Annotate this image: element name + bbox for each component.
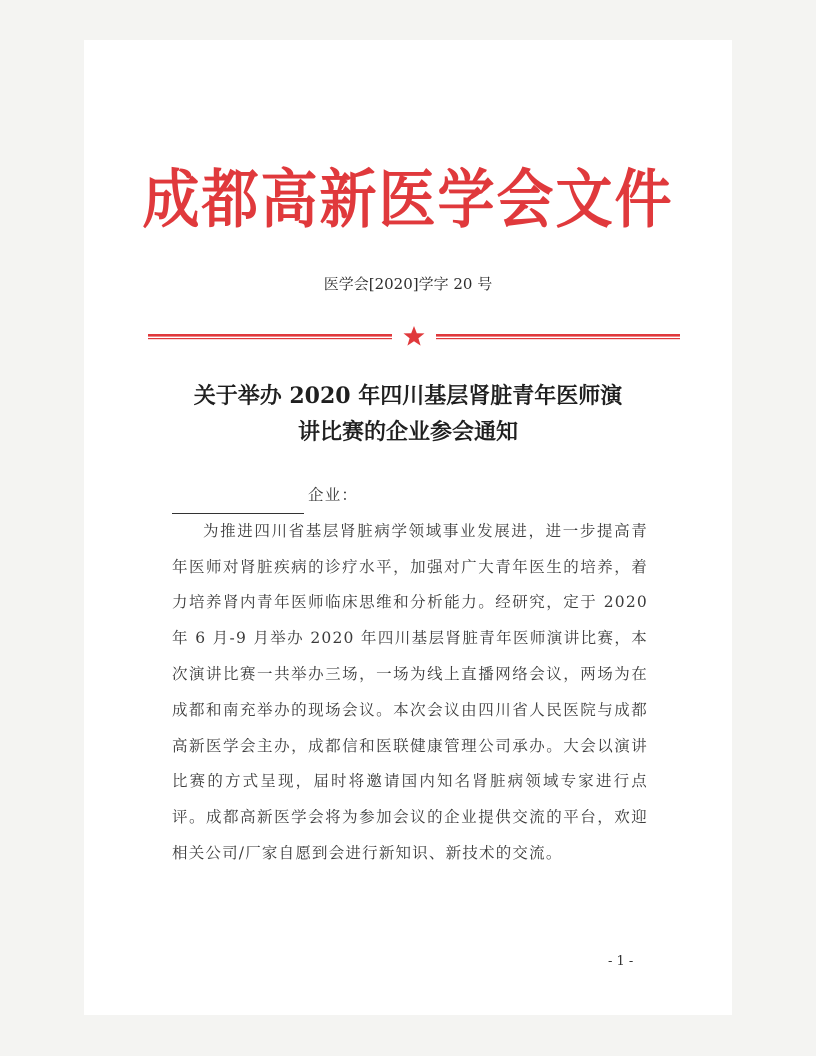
notice-body <box>172 478 648 872</box>
salutation <box>172 478 648 514</box>
body-paragraph: 为推进四川省基层肾脏病学领域事业发展进，进一步提高青年医师对肾脏疾病的诊疗水平，加强对广大青年医生的培养，着力培养肾内青年医师临床思维和分析能力。经研究，定于 2020 年 6 月-9 月举办 2020 年四川基层肾脏青年医师演讲比赛，本次演讲比赛一共举办三场，一场为线上直播网络会议，两场为在成都和南充举办的现场会议。本次会议由四川省人民医院与成都高新医学会主办，成都信和医联健康管理公司承办。大会以演讲比赛的方式呈现，届时将邀请国内知名肾脏病领域专家进行点评。成都高新医学会将为参加会议的企业提供交流的平台，欢迎相关公司/厂家自愿到会进行新知识、新技术的交流。 <box>172 521 648 862</box>
company-name-blank <box>172 489 304 514</box>
star-icon <box>404 326 425 346</box>
title-line-1: 关于举办 2020 年四川基层肾脏青年医师演 <box>193 383 623 409</box>
issuer-masthead: 成都高新医学会文件 <box>142 162 674 238</box>
title-line-2: 讲比赛的企业参会通知 <box>297 419 518 445</box>
red-star-divider <box>148 324 680 348</box>
document-number: 医学会[2020]学字 20 号 <box>323 275 493 293</box>
salutation-text: 企业： <box>308 486 359 504</box>
page-number: - 1 - <box>608 954 634 969</box>
notice-title <box>150 378 666 450</box>
